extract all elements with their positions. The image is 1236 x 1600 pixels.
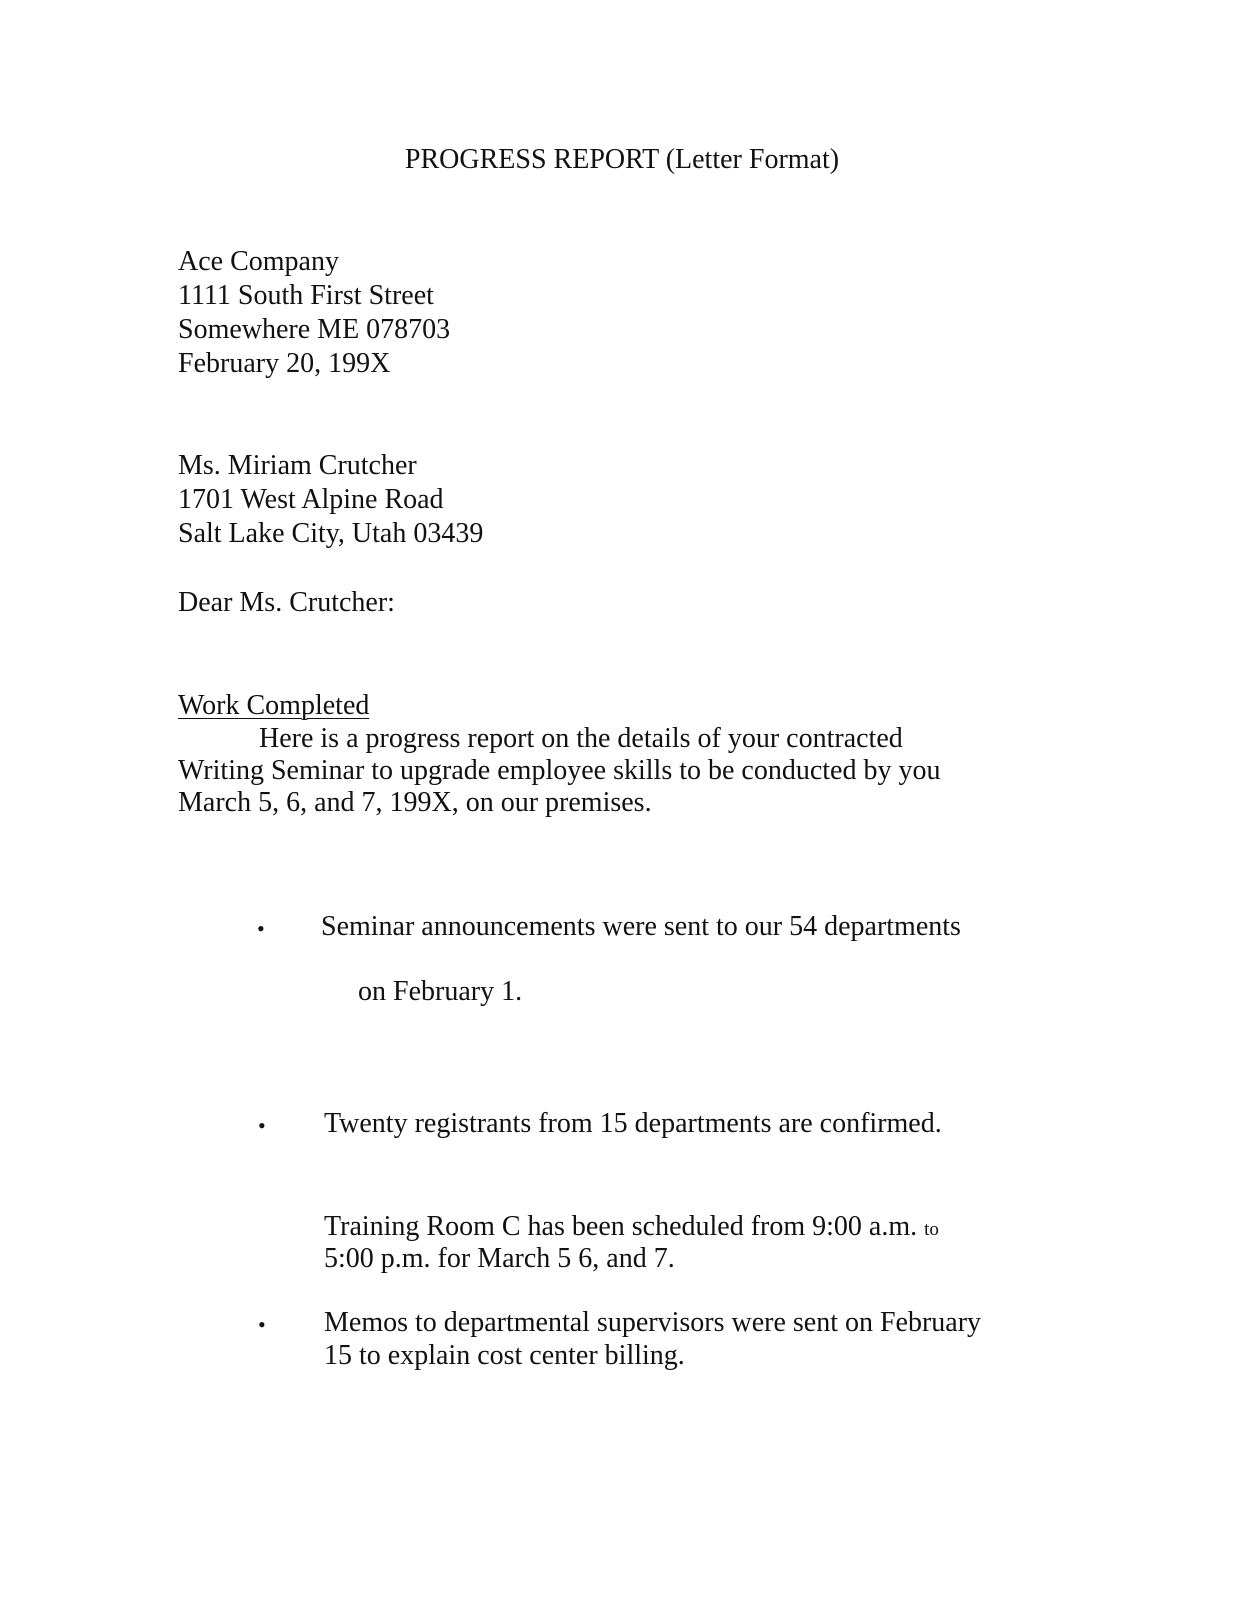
sender-city: Somewhere ME 078703 (178, 314, 451, 345)
bullet-text: Twenty registrants from 15 departments are confirmed. (324, 1108, 942, 1139)
bullet-text: 15 to explain cost center billing. (324, 1340, 685, 1371)
salutation: Dear Ms. Crutcher: (178, 587, 395, 618)
bullet-text: on February 1. (358, 976, 523, 1007)
recipient-name: Ms. Miriam Crutcher (178, 450, 417, 481)
bullet-icon: • (258, 1312, 266, 1337)
recipient-street: 1701 West Alpine Road (178, 484, 444, 515)
bullet-icon: • (258, 1113, 266, 1138)
bullet-text: Seminar announcements were sent to our 54 departments (321, 911, 961, 942)
recipient-city: Salt Lake City, Utah 03439 (178, 518, 484, 549)
bullet-text: Memos to departmental supervisors were sent on February (324, 1307, 982, 1338)
letter-date: February 20, 199X (178, 348, 391, 379)
paragraph-line: Writing Seminar to upgrade employee skills to be conducted by you (178, 755, 941, 786)
page-title: PROGRESS REPORT (Letter Format) (404, 144, 840, 175)
sender-company: Ace Company (178, 246, 339, 277)
paragraph-line: March 5, 6, and 7, 199X, on our premises. (178, 787, 652, 818)
bullet-text: 5:00 p.m. for March 5 6, and 7. (324, 1243, 675, 1274)
section-heading: Work Completed (178, 690, 370, 721)
bullet-text-small: to (924, 1219, 939, 1240)
sender-street: 1111 South First Street (178, 280, 434, 311)
paragraph-line: Here is a progress report on the details of your contracted (259, 723, 903, 754)
bullet-icon: • (257, 916, 265, 941)
bullet-text-main: Training Room C has been scheduled from 9:00 a.m. (324, 1211, 918, 1242)
